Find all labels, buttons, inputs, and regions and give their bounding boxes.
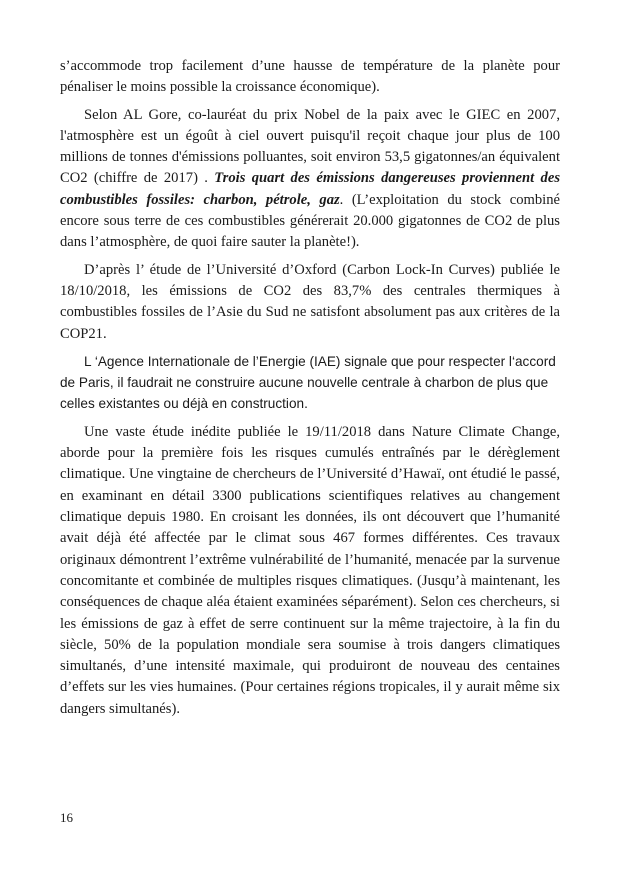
paragraph-al-gore-text-end: . (L’exploitation du stock combiné encore sous terre de ces combustibles générerait 20.000 gigatonnes de CO2 de plus dans l’atmosphère, de quoi faire sauter la planète!). [60, 191, 560, 251]
paragraph-continuation: s’accommode trop facilement d’une hausse de température de la planète pour pénaliser le moins possible la croissance économique). [60, 58, 560, 96]
paragraph-al-gore [60, 105, 560, 254]
page-body [60, 56, 560, 726]
paragraph-nature-climate-change: Une vaste étude inédite publiée le 19/11/2018 dans Nature Climate Change, aborde pour la première fois les risques cumulés entraînés par le dérèglement climatique. Une vingtaine de chercheurs de l’Université d’Hawaï, ont étudié le passé, en examinant en détail 3300 publications scientifiques relatives au changement climatique depuis 1980. En croisant les données, ils ont découvert que l’humanité avait déjà été affectée par le climat sous 467 formes différentes. Ces travaux originaux démontrent l’extrême vulnérabilité de l’humanité, menacée par la survenue concomitante et combinée de multiples risques climatiques. (Jusqu’à maintenant, les conséquences de chaque aléa étaient examinées séparément). Selon ces chercheurs, si les émissions de gaz à effet de serre continuent sur la même trajectoire, à la fin du siècle, 50% de la population mondiale sera soumise à trois dangers climatiques simultanés, d’une intensité maximale, qui produiront de nouveau des centaines d’effets sur les vies humaines. (Pour certaines régions tropicales, il y aurait même six dangers simultanés). [60, 423, 560, 717]
paragraph-oxford-study: D’après l’ étude de l’Université d’Oxford (Carbon Lock-In Curves) publiée le 18/10/2018, les émissions de CO2 des 83,7% des centrales thermiques à combustibles fossiles de l’Asie du Sud ne satisfont absolument pas aux critères de la COP21. [60, 261, 560, 342]
paragraph-iea: L ‘Agence Internationale de l’Energie (IAE) signale que pour respecter l‘accord de Paris, il faudrait ne construire aucune nouvelle centrale à charbon de plus que celles existantes ou déjà en construction. [60, 353, 556, 411]
paragraph-al-gore-text: Selon AL Gore, co-lauréat du prix Nobel de la paix avec le GIEC en 2007, l'atmosphère est un égoût à ciel ouvert puisqu'il reçoit chaque jour plus de 100 millions de tonnes d'émissions polluantes, soit environ 53,5 gigatonnes/an équivalent CO2 (chiffre de 2017) . [60, 106, 560, 187]
page-number: 16 [60, 810, 73, 825]
paragraph-al-gore-emphasis: Trois quart des émissions dangereuses proviennent des combustibles fossiles: charbon, pétrole, gaz [60, 170, 560, 208]
